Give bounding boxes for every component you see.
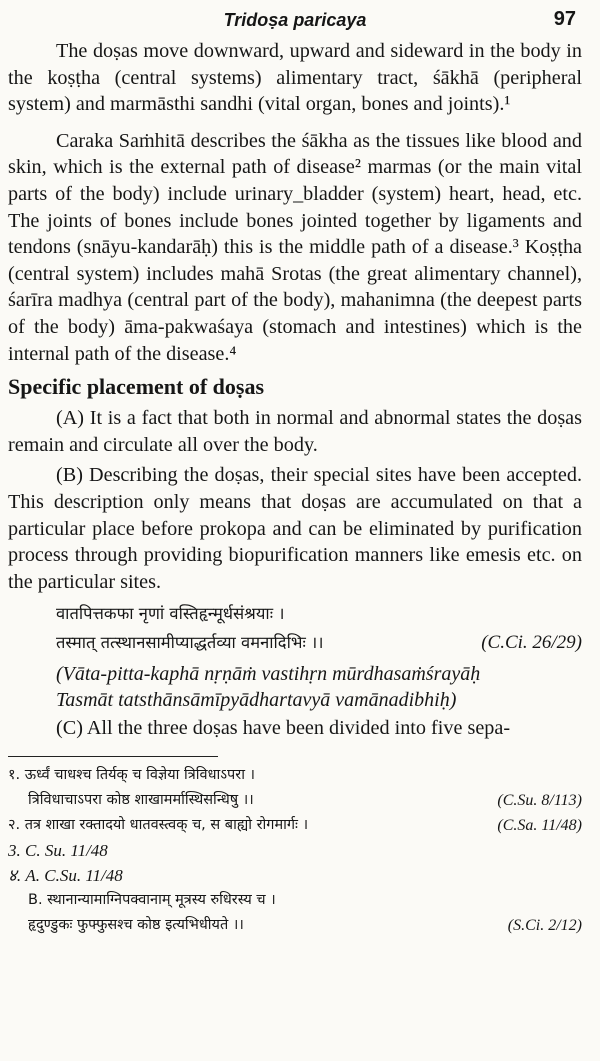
paragraph-caraka-samhita: Caraka Saṁhitā describes the śākha as the tissues like blood and skin, which is the external path of disease² marmas (or the main vital parts of the body) include urinary_bladder (system) heart, head, etc. The joints of bones include bones jointed together by ligaments and tendons (snāyu-kandarāḥ) this is the middle path of a disease.³ Koṣṭha (central system) includes mahā Srotas (the great alimentary channel), śarīra madhya (central part of the body), mahanimna (the deepest parts of the body) āma-pakwaśaya (stomach and intestines) which is the internal path of the disease.⁴ — [8, 129, 582, 365]
footnote-3-text: 3. C. Su. 11/48 — [8, 840, 108, 860]
footnote-2-text: २. तत्र शाखा रक्तादयो धातवस्त्वक् च, स बाह्यो रोगमार्गः । — [8, 816, 309, 833]
footnote-1-text-2: त्रिविधाचाऽपरा कोष्ठ शाखामर्मास्थिसन्धिषु ।। — [28, 791, 254, 808]
page-number: 97 — [553, 8, 576, 30]
translit-line-1: (Vāta-pitta-kaphā nṛṇāṁ vastihṛn mūrdhasaṁśrayāḥ — [56, 663, 481, 686]
main-text — [8, 38, 582, 742]
footnote-1-reference: (C.Su. 8/113) — [497, 791, 582, 809]
footnote-4-text-2: B. स्थानान्यामाग्निपक्वानाम् मूत्रस्य रुधिरस्य च । — [28, 891, 276, 908]
footnote-2-reference: (C.Sa. 11/48) — [497, 816, 582, 834]
footnote-1-text-1: १. ऊर्ध्वं चाधश्च तिर्यक् च विज्ञेया त्रिविधाऽपरा । — [8, 766, 256, 783]
footnote-2 — [8, 813, 582, 838]
paragraph-doshas-movement: The doṣas move downward, upward and sideward in the body in the koṣṭha (central systems) alimentary tract, śākhā (peripheral system) and marmāsthi sandhi (vital organ, bones and joints).¹ — [8, 40, 582, 116]
paragraph-a: (A) It is a fact that both in normal and abnormal states the doṣas remain and circulate all over the body. — [8, 407, 582, 456]
transliteration — [8, 661, 582, 713]
sanskrit-verse — [8, 599, 582, 657]
footnote-4-reference: (S.Ci. 2/12) — [507, 916, 582, 934]
translit-line-2: Tasmāt tatsthānsāmīpyādhartavyā vamānadibhiḥ) — [56, 689, 457, 712]
footnote-1-line-1 — [8, 763, 582, 788]
verse-line-2: तस्मात् तत्स्थानसामीप्याद्धर्तव्या वमनादिभिः ।। — [56, 633, 324, 653]
footnote-4-line-1 — [8, 863, 582, 888]
running-header — [8, 8, 582, 38]
section-heading: Specific placement of doṣas — [8, 374, 265, 400]
footnote-4-line-2 — [8, 888, 582, 913]
footnote-4-text-1: ४. A. C.Su. 11/48 — [8, 865, 123, 885]
paragraph-b: (B) Describing the doṣas, their special sites have been accepted. This description only means that doṣas are accumulated on that a particular place before prokopa and can be eliminated by purification process through providing biopurification manners like emesis etc. on the particular sites. — [8, 464, 582, 593]
verse-reference: (C.Ci. 26/29) — [481, 632, 582, 654]
footnote-1-line-2 — [8, 788, 582, 813]
verse-line-1: वातपित्तकफा नृणां वस्तिहृन्मूर्धसंश्रयाः । — [56, 604, 285, 624]
footnote-3 — [8, 838, 582, 863]
paragraph-c: (C) All the three doṣas have been divided into five sepa- — [56, 717, 511, 740]
running-title: Tridoṣa paricaya — [223, 10, 367, 30]
footnote-rule — [8, 756, 218, 757]
footnotes — [8, 763, 582, 938]
footnote-4-line-3 — [8, 913, 582, 938]
footnote-4-text-3: हृदुण्डुकः फुफ्फुसश्च कोष्ठ इत्यभिधीयते ।। — [28, 916, 244, 933]
